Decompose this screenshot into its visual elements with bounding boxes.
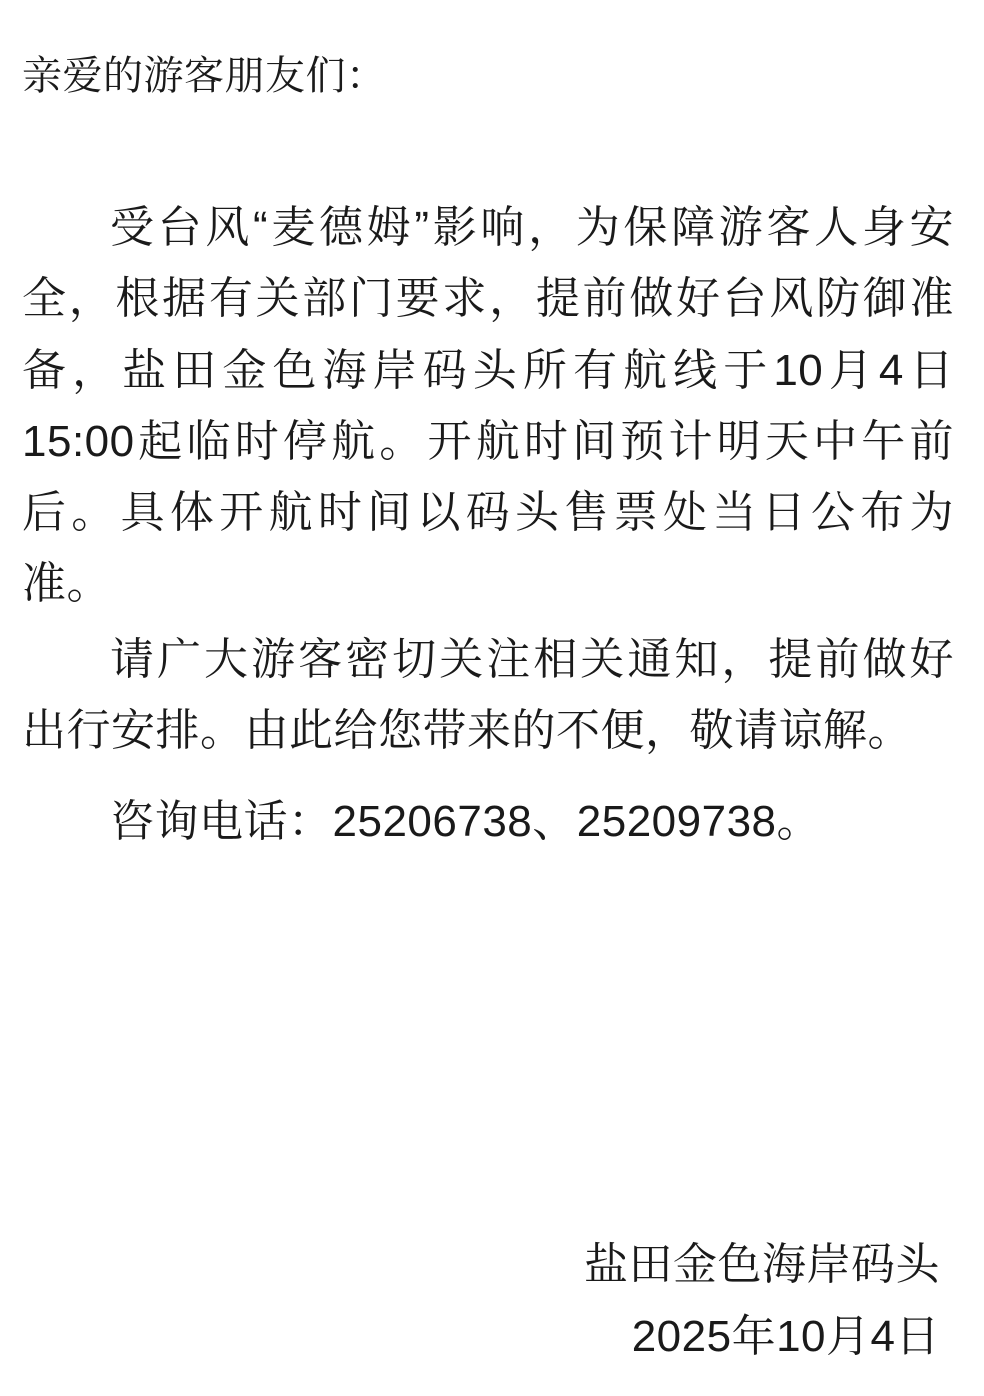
paragraph-typhoon-suspension: 受台风“麦德姆”影响，为保障游客人身安全，根据有关部门要求，提前做好台风防御准备，盐田金色海岸码头所有航线于10月4日15:00起临时停航。开航时间预计明天中午前后。具体开航时间以码头售票处当日公布为准。	[22, 203, 954, 609]
contact-phone-line: 咨询电话：25206738、25209738。	[110, 797, 822, 847]
layout-spacer	[22, 857, 954, 1229]
salutation: 亲爱的游客朋友们：	[22, 54, 387, 98]
signature-date: 2025年10月4日	[631, 1311, 940, 1361]
signature-block	[22, 1229, 954, 1372]
paragraph-apology: 请广大游客密切关注相关通知，提前做好出行安排。由此给您带来的不便，敬请谅解。	[22, 634, 954, 755]
signature-organization: 盐田金色海岸码头	[584, 1240, 940, 1290]
